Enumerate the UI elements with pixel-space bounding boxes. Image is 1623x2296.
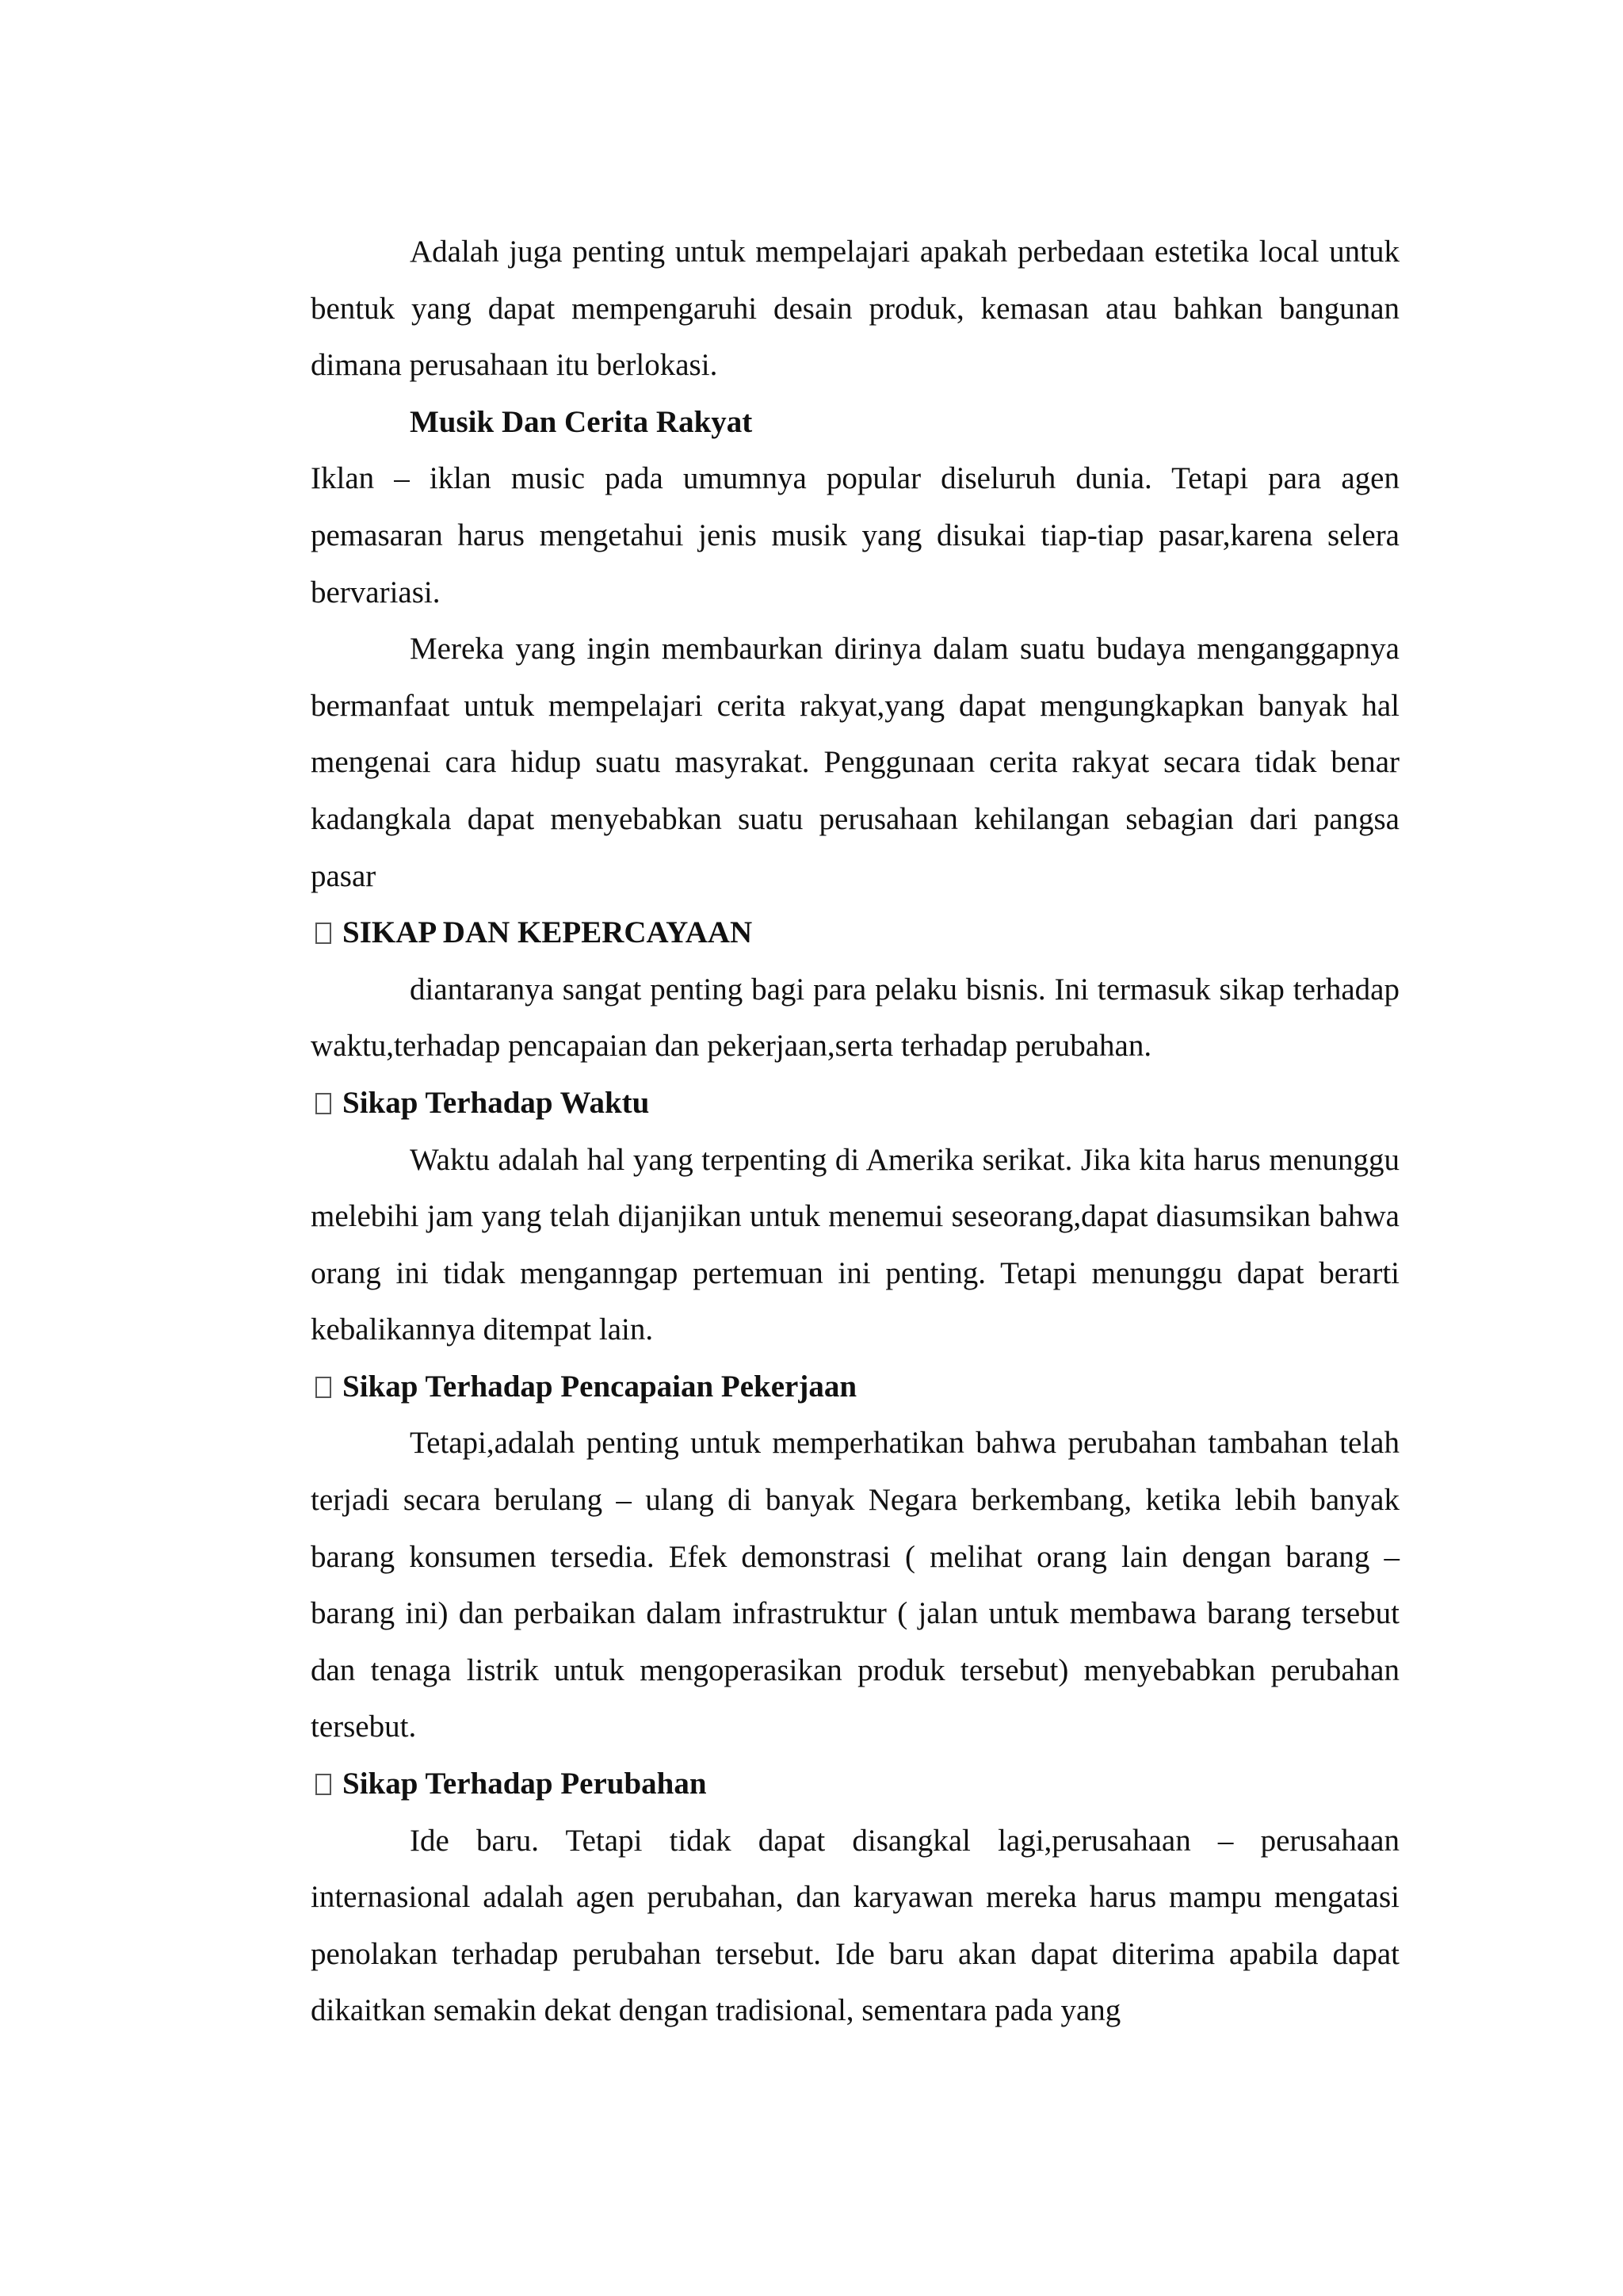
bullet-heading-text: SIKAP DAN KEPERCAYAAN	[342, 915, 753, 950]
paragraph-time: Waktu adalah hal yang terpenting di Amerika serikat. Jika kita harus menunggu melebihi jam yang telah dijanjikan untuk menemui seseorang,dapat diasumsikan bahwa orang ini tidak menganngap pertemuan ini penting. Tetapi menunggu dapat berarti kebalikannya ditempat lain.	[311, 1142, 1400, 1347]
bullet-box-icon	[315, 1093, 331, 1114]
paragraph-folklore: Mereka yang ingin membaurkan dirinya dalam suatu budaya menganggapnya bermanfaat untuk mempelajari cerita rakyat,yang dapat mengungkapkan banyak hal mengenai cara hidup suatu masyrakat. Penggunaan cerita rakyat secara tidak benar kadangkala dapat menyebabkan suatu perusahaan kehilangan sebagian dari pangsa pasar	[311, 632, 1400, 893]
paragraph-achievement: Tetapi,adalah penting untuk memperhatikan bahwa perubahan tambahan telah terjadi secara berulang – ulang di banyak Negara berkembang, ketika lebih banyak barang konsumen tersedia. Efek demonstrasi ( melihat orang lain dengan barang – barang ini) dan perbaikan dalam infrastruktur ( jalan untuk membawa barang tersebut dan tenaga listrik untuk mengoperasikan produk tersebut) menyebabkan perubahan tersebut.	[311, 1426, 1400, 1744]
bullet-heading-sikap-kepercayaan	[311, 904, 1400, 961]
bullet-box-icon	[315, 923, 331, 944]
bullet-heading-sikap-perubahan	[311, 1755, 1400, 1813]
bullet-heading-text: Sikap Terhadap Pencapaian Pekerjaan	[342, 1369, 857, 1404]
heading-musik-cerita-rakyat: Musik Dan Cerita Rakyat	[410, 404, 753, 439]
paragraph-attitudes: diantaranya sangat penting bagi para pelaku bisnis. Ini termasuk sikap terhadap waktu,terhadap pencapaian dan pekerjaan,serta terhadap perubahan.	[311, 972, 1400, 1064]
bullet-heading-text: Sikap Terhadap Perubahan	[342, 1767, 707, 1801]
document-page	[311, 223, 1400, 2039]
paragraph-music-ads: Iklan – iklan music pada umumnya popular diseluruh dunia. Tetapi para agen pemasaran harus mengetahui jenis musik yang disukai tiap-tiap pasar,karena selera bervariasi.	[311, 461, 1400, 609]
paragraph-aesthetics: Adalah juga penting untuk mempelajari apakah perbedaan estetika local untuk bentuk yang dapat mempengaruhi desain produk, kemasan atau bahkan bangunan dimana perusahaan itu berlokasi.	[311, 235, 1400, 383]
bullet-heading-sikap-pencapaian	[311, 1358, 1400, 1415]
bullet-heading-sikap-waktu	[311, 1075, 1400, 1132]
bullet-box-icon	[315, 1377, 331, 1398]
bullet-box-icon	[315, 1774, 331, 1795]
paragraph-change: Ide baru. Tetapi tidak dapat disangkal lagi,perusahaan – perusahaan internasional adalah agen perubahan, dan karyawan mereka harus mampu mengatasi penolakan terhadap perubahan tersebut. Ide baru akan dapat diterima apabila dapat dikaitkan semakin dekat dengan tradisional, sementara pada yang	[311, 1823, 1400, 2028]
bullet-heading-text: Sikap Terhadap Waktu	[342, 1085, 650, 1120]
